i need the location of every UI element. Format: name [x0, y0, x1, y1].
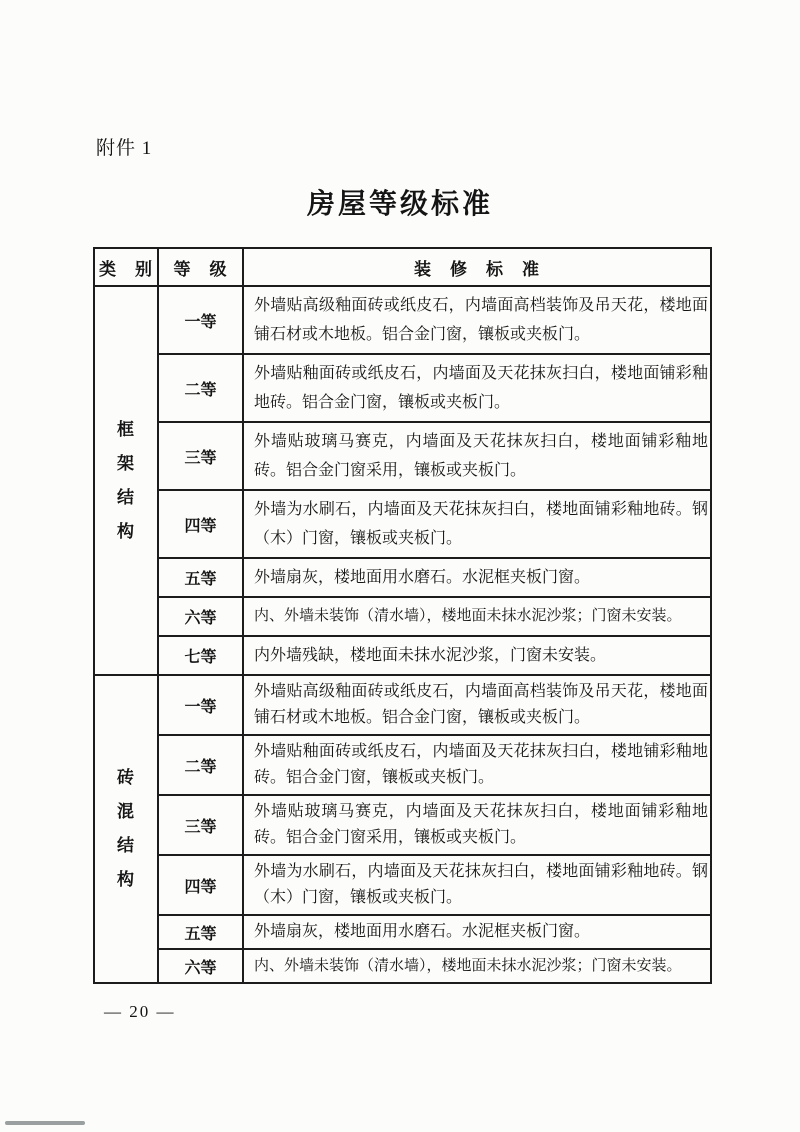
grade-cell: 五等 — [158, 915, 243, 949]
standard-cell: 外墙扇灰，楼地面用水磨石。水泥框夹板门窗。 — [243, 915, 711, 949]
housing-grade-table — [93, 247, 712, 984]
page-number: — 20 — — [104, 1002, 176, 1021]
table-header-row — [94, 248, 711, 286]
table-row — [94, 422, 711, 490]
table-row — [94, 597, 711, 636]
grade-cell: 三等 — [158, 422, 243, 490]
standard-cell: 外墙为水刷石，内墙面及天花抹灰扫白，楼地面铺彩釉地砖。钢（木）门窗，镶板或夹板门。 — [243, 490, 711, 558]
page-title: 房屋等级标准 — [306, 189, 493, 220]
standard-cell: 内外墙残缺，楼地面未抹水泥沙浆，门窗未安装。 — [243, 636, 711, 675]
grade-cell: 四等 — [158, 855, 243, 915]
standard-cell: 外墙为水刷石，内墙面及天花抹灰扫白，楼地面铺彩釉地砖。钢（木）门窗，镶板或夹板门。 — [243, 855, 711, 915]
category-cell-brick-concrete-structure — [94, 675, 158, 983]
table-row — [94, 949, 711, 983]
category-label: 框架结构 — [117, 419, 135, 541]
grade-cell: 一等 — [158, 286, 243, 354]
standard-cell: 外墙贴釉面砖或纸皮石，内墙面及天花抹灰扫白，楼地铺彩釉地砖。铝合金门窗，镶板或夹板门。 — [243, 735, 711, 795]
table-row — [94, 490, 711, 558]
table-row — [94, 915, 711, 949]
grade-cell: 一等 — [158, 675, 243, 735]
header-cell-grade: 等 级 — [158, 248, 243, 286]
standard-cell: 外墙贴高级釉面砖或纸皮石，内墙面高档装饰及吊天花，楼地面铺石材或木地板。铝合金门窗，镶板或夹板门。 — [243, 675, 711, 735]
standard-cell: 外墙贴釉面砖或纸皮石，内墙面及天花抹灰扫白，楼地面铺彩釉地砖。铝合金门窗，镶板或夹板门。 — [243, 354, 711, 422]
standard-cell: 外墙贴玻璃马赛克，内墙面及天花抹灰扫白，楼地面铺彩釉地砖。铝合金门窗采用，镶板或夹板门。 — [243, 795, 711, 855]
standard-cell: 外墙扇灰，楼地面用水磨石。水泥框夹板门窗。 — [243, 558, 711, 597]
grade-cell: 三等 — [158, 795, 243, 855]
table-row — [94, 286, 711, 354]
table-row — [94, 675, 711, 735]
grade-cell: 六等 — [158, 949, 243, 983]
grade-cell: 二等 — [158, 735, 243, 795]
table-row — [94, 855, 711, 915]
grade-cell: 五等 — [158, 558, 243, 597]
table-row — [94, 558, 711, 597]
table-row — [94, 735, 711, 795]
standard-cell: 内、外墙未装饰（清水墙），楼地面未抹水泥沙浆；门窗未安装。 — [243, 597, 711, 636]
standard-cell: 外墙贴高级釉面砖或纸皮石，内墙面高档装饰及吊天花，楼地面铺石材或木地板。铝合金门窗，镶板或夹板门。 — [243, 286, 711, 354]
scan-artifact-bar — [5, 1121, 85, 1125]
category-label: 砖混结构 — [117, 768, 135, 889]
grade-cell: 二等 — [158, 354, 243, 422]
header-cell-standard: 装 修 标 准 — [243, 248, 711, 286]
header-cell-category: 类 别 — [94, 248, 158, 286]
table-row — [94, 795, 711, 855]
category-cell-frame-structure — [94, 286, 158, 675]
grade-cell: 七等 — [158, 636, 243, 675]
standard-cell: 内、外墙未装饰（清水墙），楼地面未抹水泥沙浆；门窗未安装。 — [243, 949, 711, 983]
table-row — [94, 636, 711, 675]
table-row — [94, 354, 711, 422]
grade-cell: 六等 — [158, 597, 243, 636]
standard-cell: 外墙贴玻璃马赛克，内墙面及天花抹灰扫白，楼地面铺彩釉地砖。铝合金门窗采用，镶板或夹板门。 — [243, 422, 711, 490]
grade-cell: 四等 — [158, 490, 243, 558]
attachment-label: 附件 1 — [96, 138, 153, 159]
